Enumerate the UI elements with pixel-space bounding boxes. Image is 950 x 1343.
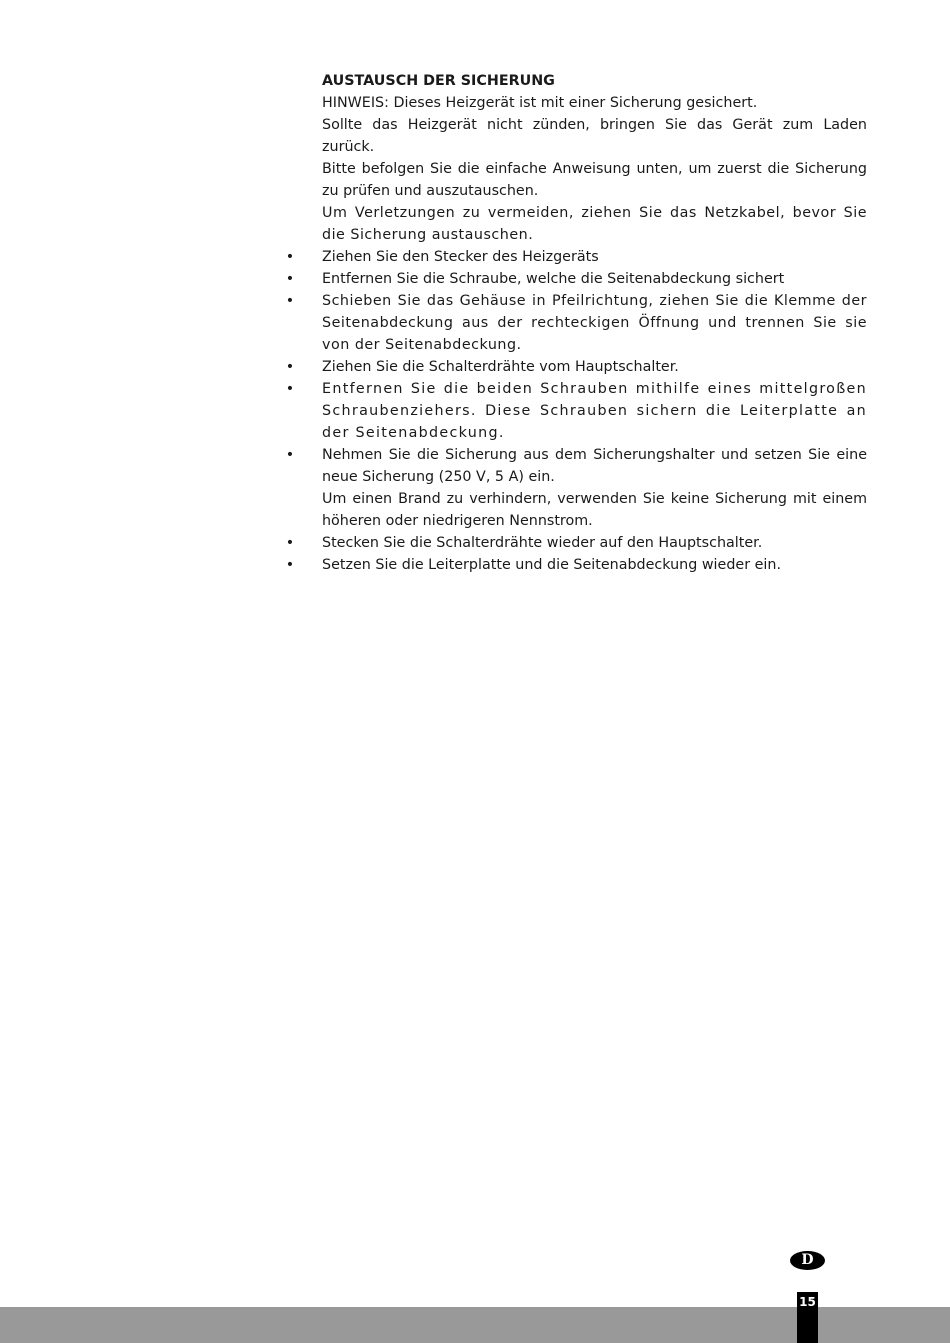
list-item bbox=[285, 378, 867, 444]
step-text: Ziehen Sie den Stecker des Heizgeräts bbox=[322, 249, 599, 265]
bullet-icon: • bbox=[285, 293, 295, 309]
list-item bbox=[285, 532, 867, 554]
step-text: Entfernen Sie die beiden Schrauben mithilfe eines mittelgroßen Schraubenziehers. Diese Schrauben sichern die Leiterplatte an der Seitenabdeckung. bbox=[322, 381, 867, 441]
list-item bbox=[285, 356, 867, 378]
bullet-icon: • bbox=[285, 447, 295, 463]
fuse-replacement-steps bbox=[285, 246, 867, 576]
bullet-icon: • bbox=[285, 271, 295, 287]
step-text: Setzen Sie die Leiterplatte und die Seitenabdeckung wieder ein. bbox=[322, 557, 781, 573]
document-body bbox=[285, 70, 867, 576]
bullet-icon: • bbox=[285, 381, 295, 397]
list-item bbox=[285, 246, 867, 268]
list-item bbox=[285, 290, 867, 356]
section-heading: AUSTAUSCH DER SICHERUNG bbox=[322, 73, 555, 89]
return-instruction: Sollte das Heizgerät nicht zünden, bringen Sie das Gerät zum Laden zurück. bbox=[322, 117, 867, 155]
list-item bbox=[285, 268, 867, 290]
step-text: Entfernen Sie die Schraube, welche die Seitenabdeckung sichert bbox=[322, 271, 785, 287]
bullet-icon: • bbox=[285, 359, 295, 375]
list-item bbox=[285, 444, 867, 532]
list-item bbox=[285, 554, 867, 576]
bullet-icon: • bbox=[285, 249, 295, 265]
bullet-icon: • bbox=[285, 535, 295, 551]
check-instruction: Bitte befolgen Sie die einfache Anweisung unten, um zuerst die Sicherung zu prüfen und auszutauschen. bbox=[322, 161, 867, 199]
fire-warning-note: Um einen Brand zu verhindern, verwenden Sie keine Sicherung mit einem höheren oder niedrigeren Nennstrom. bbox=[322, 491, 867, 529]
bullet-icon: • bbox=[285, 557, 295, 573]
step-text: Stecken Sie die Schalterdrähte wieder auf den Hauptschalter. bbox=[322, 535, 763, 551]
safety-warning: Um Verletzungen zu vermeiden, ziehen Sie das Netzkabel, bevor Sie die Sicherung austauschen. bbox=[322, 205, 867, 243]
language-badge: D bbox=[790, 1251, 825, 1270]
step-text: Nehmen Sie die Sicherung aus dem Sicherungshalter und setzen Sie eine neue Sicherung (250 V, 5 A) ein. bbox=[322, 447, 867, 485]
step-text: Schieben Sie das Gehäuse in Pfeilrichtung, ziehen Sie die Klemme der Seitenabdeckung aus der rechteckigen Öffnung und trennen Sie sie von der Seitenabdeckung. bbox=[322, 293, 867, 353]
notice-line: HINWEIS: Dieses Heizgerät ist mit einer Sicherung gesichert. bbox=[322, 95, 758, 111]
step-text: Ziehen Sie die Schalterdrähte vom Hauptschalter. bbox=[322, 359, 679, 375]
page-number: 15 bbox=[799, 1295, 816, 1309]
